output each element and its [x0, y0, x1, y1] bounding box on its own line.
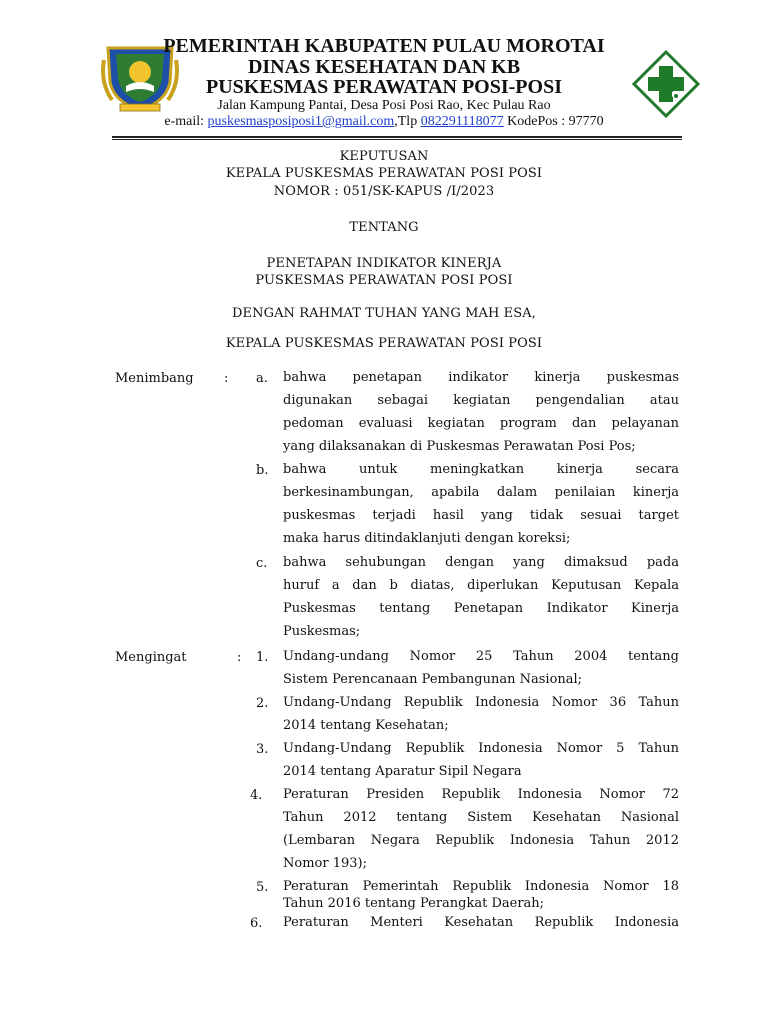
mengingat-item	[283, 783, 679, 875]
phone-link[interactable]: 082291118077	[420, 114, 504, 129]
text-line: Puskesmas tentang Penetapan Indikator Kinerja	[283, 601, 679, 616]
postal-code: KodePos : 97770	[503, 114, 604, 129]
tentang-heading: TENTANG	[349, 220, 419, 235]
mengingat-marker: 3.	[256, 742, 269, 757]
text-line: 2014 tentang Aparatur Sipil Negara	[283, 764, 522, 779]
text-line: huruf a dan b diatas, diperlukan Keputusan Kepala	[283, 578, 679, 593]
mengingat-marker: 4.	[250, 788, 263, 803]
mengingat-item	[283, 911, 679, 934]
text-line: Undang-Undang Republik Indonesia Nomor 36 Tahun	[283, 695, 679, 710]
menimbang-marker: a.	[256, 371, 268, 386]
letterhead	[0, 0, 768, 140]
menimbang-item	[283, 366, 679, 458]
decree-number: NOMOR : 051/SK-KAPUS /I/2023	[273, 184, 495, 199]
mengingat-item	[283, 737, 679, 783]
menimbang-marker: c.	[256, 556, 268, 571]
text-line: Sistem Perencanaan Pembangunan Nasional;	[283, 672, 583, 687]
mengingat-marker: 5.	[256, 880, 269, 895]
text-line: Puskesmas;	[283, 624, 361, 639]
mengingat-label: Mengingat	[115, 650, 187, 665]
mengingat-colon: :	[237, 650, 242, 665]
letterhead-government: PEMERINTAH KABUPATEN PULAU MOROTAI	[163, 35, 605, 57]
tlp-label: ,Tlp	[394, 114, 421, 129]
menimbang-item	[283, 551, 679, 643]
letterhead-department: DINAS KESEHATAN DAN KB	[247, 56, 521, 78]
email-label: e-mail:	[164, 114, 208, 129]
text-line: Peraturan Pemerintah Republik Indonesia Nomor 18	[283, 879, 679, 894]
text-line: Undang-undang Nomor 25 Tahun 2004 tentang	[283, 649, 679, 664]
issuer-repeat: KEPALA PUSKESMAS PERAWATAN POSI POSI	[225, 336, 543, 351]
doc-type: KEPUTUSAN	[339, 149, 429, 164]
text-line: puskesmas terjadi hasil yang tidak sesuai target	[283, 508, 679, 523]
mengingat-marker: 6.	[250, 916, 263, 931]
text-line: (Lembaran Negara Republik Indonesia Tahun 2012	[283, 833, 679, 848]
text-line: yang dilaksanakan di Puskesmas Perawatan Posi Pos;	[283, 439, 636, 454]
text-line: Undang-Undang Republik Indonesia Nomor 5 Tahun	[283, 741, 679, 756]
menimbang-label: Menimbang	[115, 371, 194, 386]
text-line: Peraturan Menteri Kesehatan Republik Indonesia	[283, 915, 679, 930]
text-line: Tahun 2012 tentang Sistem Kesehatan Nasional	[283, 810, 679, 825]
letterhead-puskesmas: PUSKESMAS PERAWATAN POSI-POSI	[206, 76, 562, 98]
text-line: Tahun 2016 tentang Perangkat Daerah;	[283, 896, 545, 911]
text-line: bahwa sehubungan dengan yang dimaksud pada	[283, 555, 679, 570]
mengingat-item	[283, 875, 679, 915]
letterhead-address: Jalan Kampung Pantai, Desa Posi Posi Rao, Kec Pulau Rao	[217, 98, 551, 113]
text-line: digunakan sebagai kegiatan pengendalian atau	[283, 393, 679, 408]
mengingat-marker: 1.	[256, 650, 269, 665]
text-line: bahwa untuk meningkatkan kinerja secara	[283, 462, 679, 477]
email-link[interactable]: puskesmasposiposi1@gmail.com	[207, 114, 395, 129]
subject-line-2: PUSKESMAS PERAWATAN POSI POSI	[255, 273, 513, 288]
menimbang-colon: :	[224, 371, 229, 386]
mengingat-item	[283, 691, 679, 737]
text-line: maka harus ditindaklanjuti dengan koreksi;	[283, 531, 571, 546]
mengingat-item	[283, 645, 679, 691]
puskesmas-cross-icon	[632, 50, 700, 118]
subject-line-1: PENETAPAN INDIKATOR KINERJA	[266, 256, 502, 271]
text-line: pedoman evaluasi kegiatan program dan pelayanan	[283, 416, 679, 431]
letterhead-rule-thin	[112, 139, 682, 140]
text-line: bahwa penetapan indikator kinerja puskesmas	[283, 370, 679, 385]
text-line: berkesinambungan, apabila dalam penilaian kinerja	[283, 485, 679, 500]
mengingat-marker: 2.	[256, 696, 269, 711]
menimbang-marker: b.	[256, 463, 269, 478]
text-line: 2014 tentang Kesehatan;	[283, 718, 449, 733]
menimbang-item	[283, 458, 679, 550]
text-line: Peraturan Presiden Republik Indonesia Nomor 72	[283, 787, 679, 802]
letterhead-rule	[112, 136, 682, 138]
invocation: DENGAN RAHMAT TUHAN YANG MAH ESA,	[232, 306, 536, 321]
issuer: KEPALA PUSKESMAS PERAWATAN POSI POSI	[225, 166, 543, 181]
text-line: Nomor 193);	[283, 856, 367, 871]
